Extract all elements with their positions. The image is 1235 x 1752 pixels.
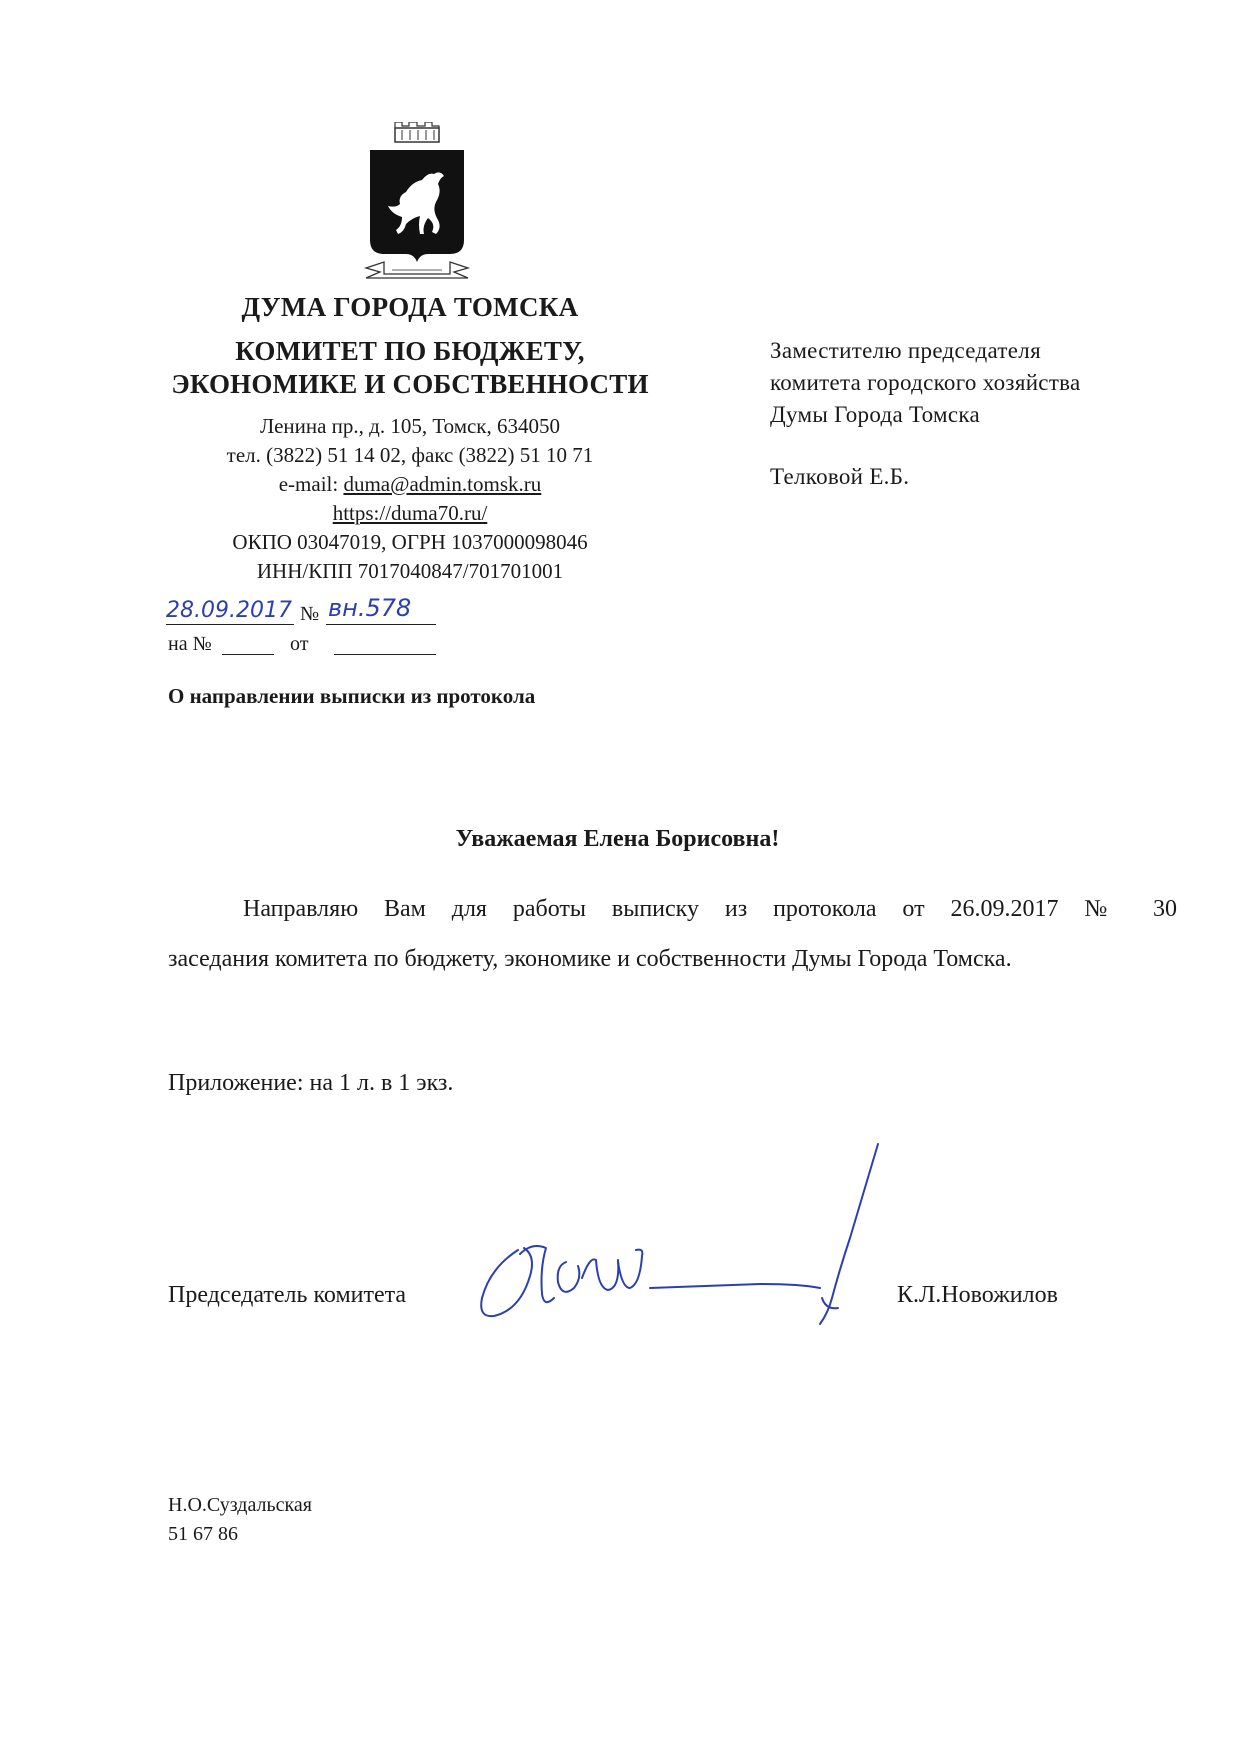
attachment-note: Приложение: на 1 л. в 1 экз. [168, 1070, 454, 1096]
address: Ленина пр., д. 105, Томск, 634050 [259, 414, 561, 438]
recipient-name: Телковой Е.Б. [770, 464, 910, 489]
email-link[interactable]: duma@admin.tomsk.ru [343, 472, 542, 496]
body-line2: заседания комитета по бюджету, экономике и собственности Думы Города Томска. [168, 946, 1012, 972]
on-number-label: на № [168, 633, 212, 655]
okpo-ogrn: ОКПО 03047019, ОГРН 1037000098046 [232, 530, 588, 554]
phone-fax: тел. (3822) 51 14 02, факс (3822) 51 10 71 [226, 443, 594, 467]
inn-kpp: ИНН/КПП 7017040847/701701001 [256, 559, 564, 583]
handwritten-signature-icon [470, 1138, 890, 1338]
executor-name: Н.О.Суздальская [168, 1494, 312, 1516]
signatory-name: К.Л.Новожилов [897, 1282, 1058, 1308]
outgoing-number: вн.578 [328, 594, 412, 622]
tomsk-coat-of-arms-icon [362, 122, 472, 282]
greeting: Уважаемая Елена Борисовна! [455, 826, 780, 852]
org-title: ДУМА ГОРОДА ТОМСКА [241, 292, 579, 322]
outgoing-date: 28.09.2017 [166, 598, 292, 623]
recipient-line1: Заместителю председателя [770, 338, 1041, 363]
executor-phone: 51 67 86 [168, 1523, 238, 1545]
recipient-line3: Думы Города Томска [770, 402, 980, 427]
signatory-position: Председатель комитета [168, 1282, 407, 1308]
number-underline [326, 624, 436, 625]
number-label: № [300, 603, 320, 625]
body-line1: Направляю Вам для работы выписку из протокола от 26.09.2017 № 30 [243, 896, 1177, 922]
website-link[interactable]: https://duma70.ru/ [332, 501, 488, 525]
from-blank [334, 654, 436, 655]
email-line [150, 472, 670, 497]
recipient-line2: комитета городского хозяйства [770, 370, 1081, 395]
committee-title-line1: КОМИТЕТ ПО БЮДЖЕТУ, [235, 336, 585, 366]
letter-subject: О направлении выписки из протокола [168, 684, 536, 708]
website-line [150, 501, 670, 526]
committee-title-line2: ЭКОНОМИКЕ И СОБСТВЕННОСТИ [171, 369, 649, 399]
from-label: от [290, 633, 309, 655]
email-label: e-mail: [278, 472, 344, 496]
date-underline [166, 624, 294, 625]
on-number-blank [222, 654, 274, 655]
